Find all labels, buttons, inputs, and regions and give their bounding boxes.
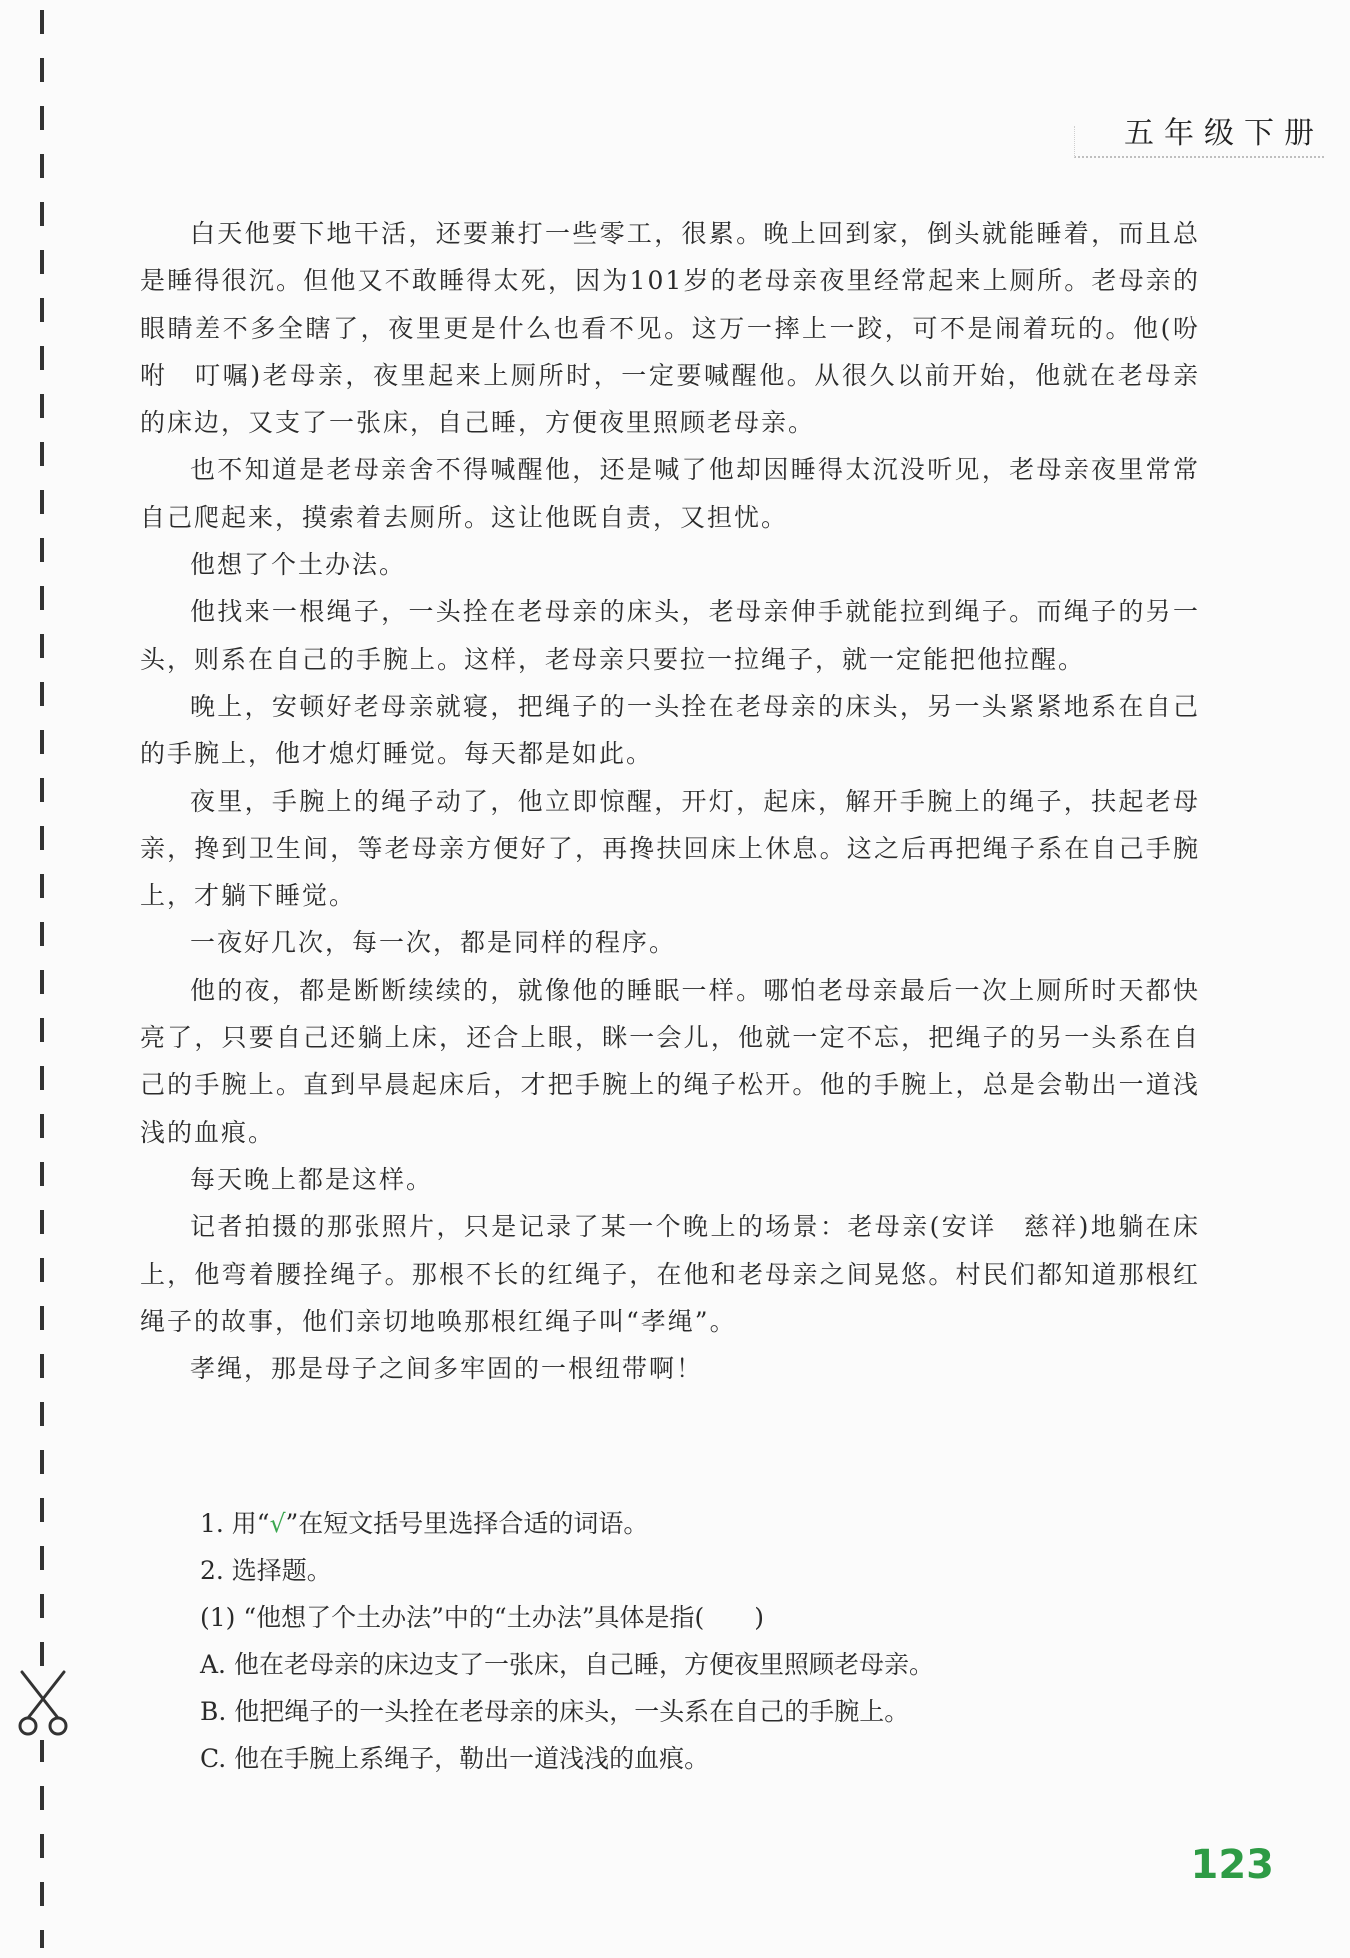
paragraph-1: 白天他要下地干活，还要兼打一些零工，很累。晚上回到家，倒头就能睡着，而且总是睡得很沉。但他又不敢睡得太死，因为101岁的老母亲夜里经常起来上厕所。老母亲的眼睛差不多全瞎了，夜里更是什么也看不见。这万一摔上一跤，可不是闹着玩的。他(吩咐 叮嘱)老母亲，夜里起来上厕所时，一定要喊醒他。从很久以前开始，他就在老母亲的床边，又支了一张床，自己睡，方便夜里照顾老母亲。 (140, 219, 1200, 438)
grade-header: 五年级下册 (1124, 116, 1324, 151)
question-1-prefix: 1. 用“ (200, 1509, 270, 1538)
option-c: C. 他在手腕上系绳子，勒出一道浅浅的血痕。 (200, 1744, 710, 1773)
paragraph-9: 每天晚上都是这样。 (190, 1164, 434, 1194)
questions (200, 1500, 1200, 1782)
cut-line (40, 10, 44, 1948)
check-mark-icon: √ (269, 1509, 286, 1538)
question-2: 2. 选择题。 (200, 1556, 332, 1585)
question-1 (200, 1500, 1200, 1547)
paragraph-2: 也不知道是老母亲舍不得喊醒他，还是喊了他却因睡得太沉没听见，老母亲夜里常常自己爬起来，摸索着去厕所。这让他既自责，又担忧。 (140, 455, 1200, 532)
page-number: 123 (1190, 1842, 1274, 1888)
passage (140, 210, 1200, 1392)
question-1-suffix: ”在短文括号里选择合适的词语。 (285, 1509, 649, 1538)
paragraph-3: 他想了个土办法。 (190, 550, 407, 580)
paragraph-5: 晚上，安顿好老母亲就寝，把绳子的一头拴在老母亲的床头，另一头紧紧地系在自己的手腕上，他才熄灯睡觉。每天都是如此。 (140, 691, 1200, 769)
paragraph-7: 一夜好几次，每一次，都是同样的程序。 (190, 928, 677, 958)
paragraph-11: 孝绳，那是母子之间多牢固的一根纽带啊！ (190, 1354, 704, 1384)
option-a: A. 他在老母亲的床边支了一张床，自己睡，方便夜里照顾老母亲。 (200, 1650, 934, 1679)
question-2-1: (1) “他想了个土办法”中的“土办法”具体是指( ) (200, 1603, 764, 1632)
paragraph-6: 夜里，手腕上的绳子动了，他立即惊醒，开灯，起床，解开手腕上的绳子，扶起老母亲，搀到卫生间，等老母亲方便好了，再搀扶回床上休息。这之后再把绳子系在自己手腕上，才躺下睡觉。 (140, 786, 1200, 911)
paragraph-4: 他找来一根绳子，一头拴在老母亲的床头，老母亲伸手就能拉到绳子。而绳子的另一头，则系在自己的手腕上。这样，老母亲只要拉一拉绳子，就一定能把他拉醒。 (140, 597, 1200, 674)
paragraph-8: 他的夜，都是断断续续的，就像他的睡眠一样。哪怕老母亲最后一次上厕所时天都快亮了，只要自己还躺上床，还合上眼，眯一会儿，他就一定不忘，把绳子的另一头系在自己的手腕上。直到早晨起床后，才把手腕上的绳子松开。他的手腕上，总是会勒出一道浅浅的血痕。 (140, 975, 1200, 1147)
scissors-icon (14, 1668, 72, 1740)
option-b: B. 他把绳子的一头拴在老母亲的床头，一头系在自己的手腕上。 (200, 1697, 910, 1726)
paragraph-10: 记者拍摄的那张照片，只是记录了某一个晚上的场景：老母亲(安详 慈祥)地躺在床上，他弯着腰拴绳子。那根不长的红绳子，在他和老母亲之间晃悠。村民们都知道那根红绳子的故事，他们亲切地唤那根红绳子叫“孝绳”。 (140, 1212, 1200, 1336)
